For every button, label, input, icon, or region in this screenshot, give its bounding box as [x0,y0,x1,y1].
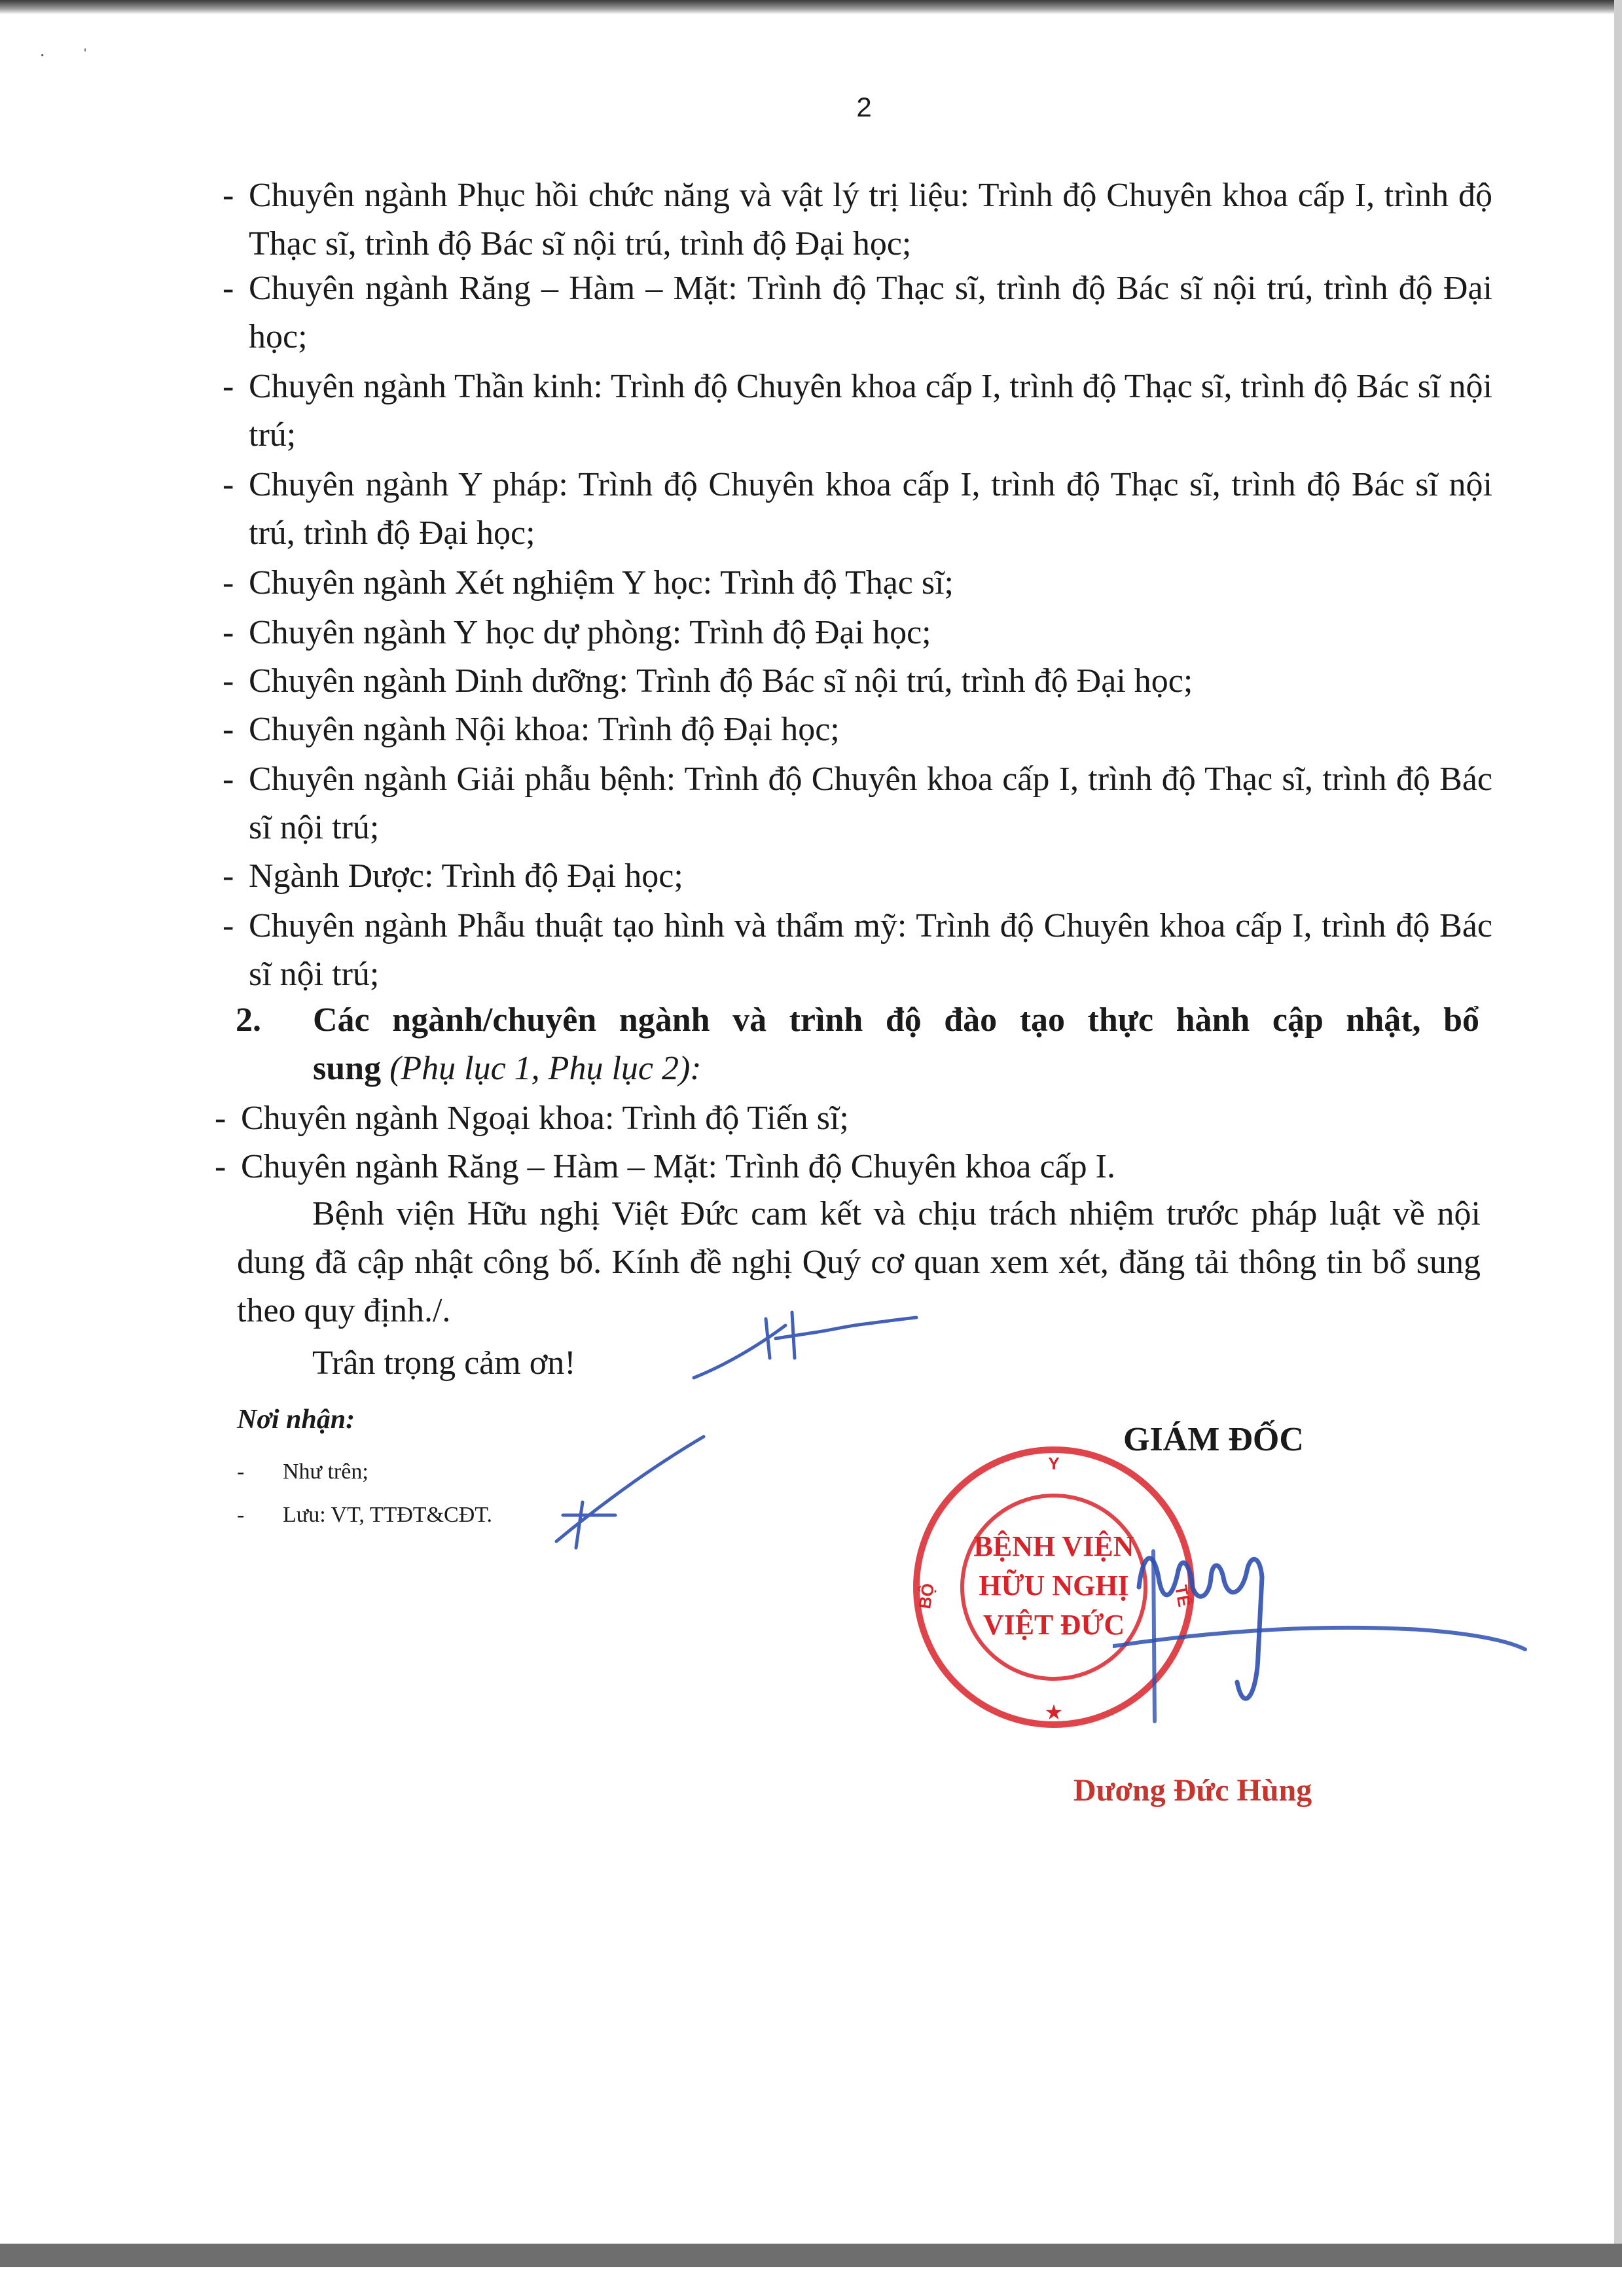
list-item-text: Chuyên ngành Phục hồi chức năng và vật lý trị liệu: Trình độ Chuyên khoa cấp I, trình độ Thạc sĩ, trình độ Bác sĩ nội trú, trình độ Đại học; [249,177,1492,262]
section-2-heading [236,996,1479,1093]
list-item: - Chuyên ngành Răng – Hàm – Mặt: Trình độ Chuyên khoa cấp I. [241,1143,1485,1191]
scan-speckles: · ˈ [39,46,88,66]
star-icon: ★ [1044,1700,1064,1725]
list-item: - Chuyên ngành Ngoại khoa: Trình độ Tiến sĩ; [241,1094,1485,1143]
initials-signature [687,1299,923,1391]
list-item-text: Chuyên ngành Răng – Hàm – Mặt: Trình độ Thạc sĩ, trình độ Bác sĩ nội trú, trình độ Đại học; [249,270,1492,355]
scan-bottom-edge [0,2244,1622,2296]
recipient-check-mark [537,1430,720,1561]
list-item-text: Chuyên ngành Dinh dưỡng: Trình độ Bác sĩ nội trú, trình độ Đại học; [249,662,1193,700]
director-title: GIÁM ĐỐC [1123,1421,1304,1458]
list-item-text: Chuyên ngành Y pháp: Trình độ Chuyên khoa cấp I, trình độ Thạc sĩ, trình độ Bác sĩ nội trú, trình độ Đại học; [249,466,1492,552]
list-item: - Chuyên ngành Xét nghiệm Y học: Trình độ Thạc sĩ; [249,559,1492,607]
closing-paragraph: Bệnh viện Hữu nghị Việt Đức cam kết và chịu trách nhiệm trước pháp luật về nội dung đã cập nhật công bố. Kính đề nghị Quý cơ quan xem xét, đăng tải thông tin bổ sung theo quy định./. [237,1195,1481,1329]
director-signature [1113,1525,1532,1800]
list-item-text: Chuyên ngành Răng – Hàm – Mặt: Trình độ Chuyên khoa cấp I. [241,1148,1115,1185]
list-item: - Chuyên ngành Y học dự phòng: Trình độ Đại học; [249,609,1492,657]
list-item: - Chuyên ngành Y pháp: Trình độ Chuyên khoa cấp I, trình độ Thạc sĩ, trình độ Bác sĩ nội trú, trình độ Đại học; [249,461,1492,558]
list-item-text: Chuyên ngành Thần kinh: Trình độ Chuyên khoa cấp I, trình độ Thạc sĩ, trình độ Bác sĩ nội trú; [249,368,1492,454]
list-item: - Chuyên ngành Thần kinh: Trình độ Chuyên khoa cấp I, trình độ Thạc sĩ, trình độ Bác sĩ nội trú; [249,363,1492,459]
seal-rim-right: TẾ [1171,1583,1195,1609]
scan-right-edge [1614,0,1622,2251]
seal-line-2: HỮU NGHỊ [979,1570,1129,1602]
recipient-item: - Lưu: VT, TTĐT&CĐT. [237,1503,492,1527]
list-item-text: Chuyên ngành Xét nghiệm Y học: Trình độ Thạc sĩ; [249,564,954,601]
section-title: Các ngành/chuyên ngành và trình độ đào tạo thực hành cập nhật, bổ [313,1001,1479,1039]
list-item-text: Ngành Dược: Trình độ Đại học; [249,857,683,895]
list-item: - Chuyên ngành Phục hồi chức năng và vật lý trị liệu: Trình độ Chuyên khoa cấp I, trình độ Thạc sĩ, trình độ Bác sĩ nội trú, trình độ Đại học; [249,171,1492,268]
recipients-title: Nơi nhận: [237,1405,355,1435]
list-item: - Chuyên ngành Phẫu thuật tạo hình và thẩm mỹ: Trình độ Chuyên khoa cấp I, trình độ Bác sĩ nội trú; [249,902,1492,999]
section-number: 2. [236,1001,261,1039]
recipient-item: - Như trên; [237,1460,369,1484]
seal-rim-left: BỘ [914,1581,939,1611]
list-item-text: Chuyên ngành Phẫu thuật tạo hình và thẩm mỹ: Trình độ Chuyên khoa cấp I, trình độ Bác sĩ nội trú; [249,907,1492,993]
list-item-text: Chuyên ngành Giải phẫu bệnh: Trình độ Chuyên khoa cấp I, trình độ Thạc sĩ, trình độ Bác sĩ nội trú; [249,761,1492,846]
list-item: - Ngành Dược: Trình độ Đại học; [249,852,1492,901]
list-item: - Chuyên ngành Răng – Hàm – Mặt: Trình độ Thạc sĩ, trình độ Bác sĩ nội trú, trình độ Đại học; [249,264,1492,361]
seal-line-3: VIỆT ĐỨC [982,1609,1125,1641]
scan-top-edge [0,0,1622,14]
list-item: - Chuyên ngành Nội khoa: Trình độ Đại học; [249,706,1492,754]
list-item-text: Chuyên ngành Nội khoa: Trình độ Đại học; [249,711,840,748]
list-item: - Chuyên ngành Dinh dưỡng: Trình độ Bác sĩ nội trú, trình độ Đại học; [249,657,1492,706]
signer-name: Dương Đức Hùng [1073,1773,1312,1808]
section-title-cont: sung (Phụ lục 1, Phụ lục 2): [313,1050,702,1087]
seal-line-1: BỆNH VIỆN [973,1530,1134,1562]
list-item-text: Chuyên ngành Y học dự phòng: Trình độ Đại học; [249,614,931,651]
list-item-text: Chuyên ngành Ngoại khoa: Trình độ Tiến sĩ; [241,1100,849,1137]
list-item: - Chuyên ngành Giải phẫu bệnh: Trình độ Chuyên khoa cấp I, trình độ Thạc sĩ, trình độ Bác sĩ nội trú; [249,755,1492,852]
page-number: 2 [856,92,872,122]
thanks-line: Trân trọng cảm ơn! [312,1344,576,1382]
seal-rim-top: Y [1048,1454,1060,1473]
